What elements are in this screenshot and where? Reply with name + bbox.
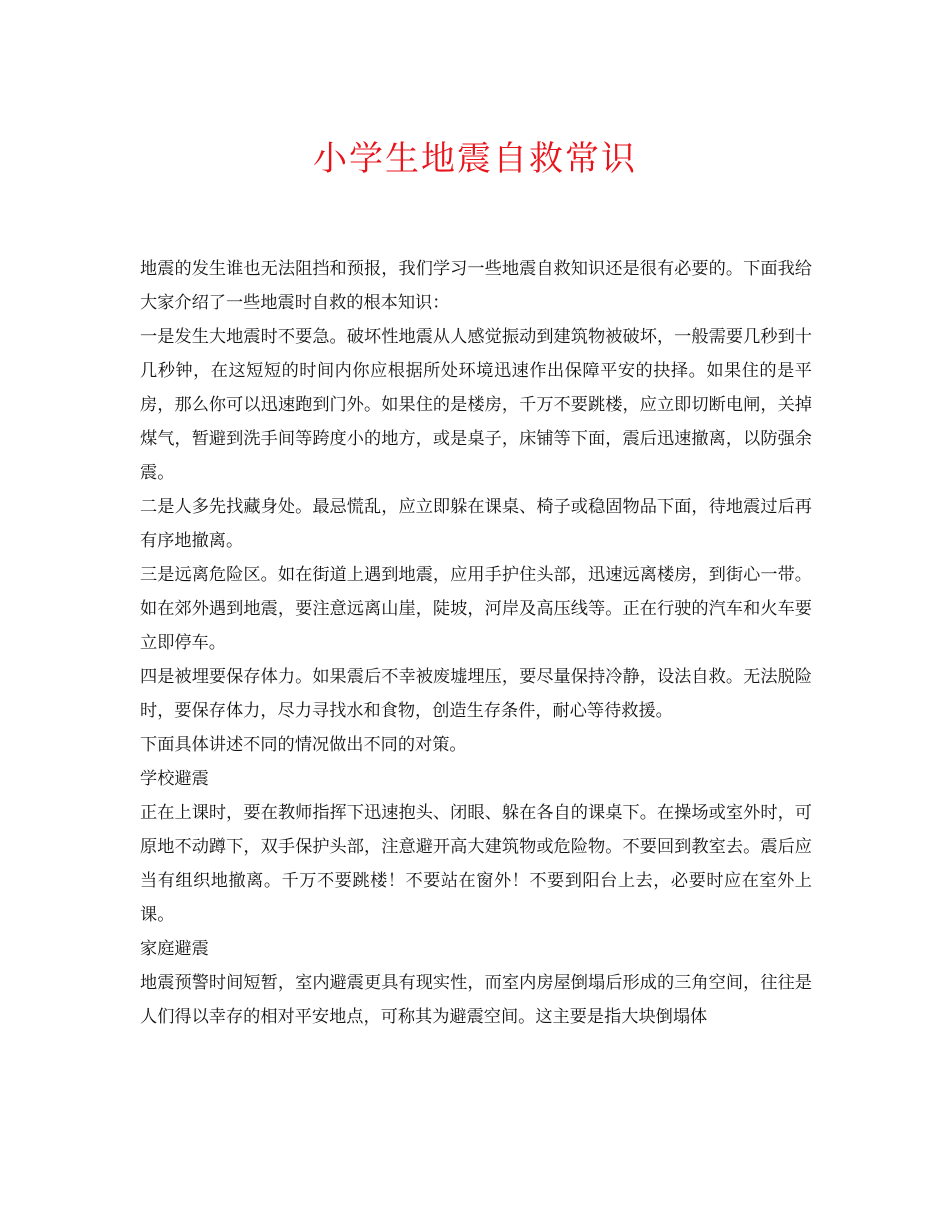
paragraph-point-three: 三是远离危险区。如在街道上遇到地震，应用手护住头部，迅速远离楼房，到街心一带。如在郊外遇到地震，要注意远离山崖，陡坡，河岸及高压线等。正在行驶的汽车和火车要立即停车。 xyxy=(140,565,812,653)
paragraph-point-four: 四是被埋要保存体力。如果震后不幸被废墟埋压，要尽量保持冷静，设法自救。无法脱险时，要保存体力，尽力寻找水和食物，创造生存条件，耐心等待救援。 xyxy=(140,667,812,721)
paragraph-intro: 地震的发生谁也无法阻挡和预报，我们学习一些地震自救知识还是很有必要的。下面我给大家介绍了一些地震时自救的根本知识： xyxy=(140,259,812,313)
paragraph-point-two: 二是人多先找藏身处。最忌慌乱，应立即躲在课桌、椅子或稳固物品下面，待地震过后再有序地撤离。 xyxy=(140,497,812,551)
paragraph-home: 地震预警时间短暂，室内避震更具有现实性，而室内房屋倒塌后形成的三角空间，往往是人们得以幸存的相对平安地点，可称其为避震空间。这主要是指大块倒塌体 xyxy=(140,973,812,1027)
paragraph-transition: 下面具体讲述不同的情况做出不同的对策。 xyxy=(140,735,467,755)
section-heading-home: 家庭避震 xyxy=(140,939,209,959)
page-title: 小学生地震自救常识 xyxy=(313,139,637,179)
paragraph-point-one: 一是发生大地震时不要急。破坏性地震从人感觉振动到建筑物被破坏，一般需要几秒到十几秒钟，在这短短的时间内你应根据所处环境迅速作出保障平安的抉择。如果住的是平房，那么你可以迅速跑到门外。如果住的是楼房，千万不要跳楼，应立即切断电闸，关掉煤气，暂避到洗手间等跨度小的地方，或是桌子，床铺等下面，震后迅速撤离，以防强余震。 xyxy=(140,327,812,483)
document-body xyxy=(140,252,812,1034)
section-heading-school: 学校避震 xyxy=(140,769,209,789)
paragraph-school: 正在上课时，要在教师指挥下迅速抱头、闭眼、躲在各自的课桌下。在操场或室外时，可原地不动蹲下，双手保护头部，注意避开高大建筑物或危险物。不要回到教室去。震后应当有组织地撤离。千万不要跳楼！不要站在窗外！不要到阳台上去，必要时应在室外上课。 xyxy=(140,803,812,925)
